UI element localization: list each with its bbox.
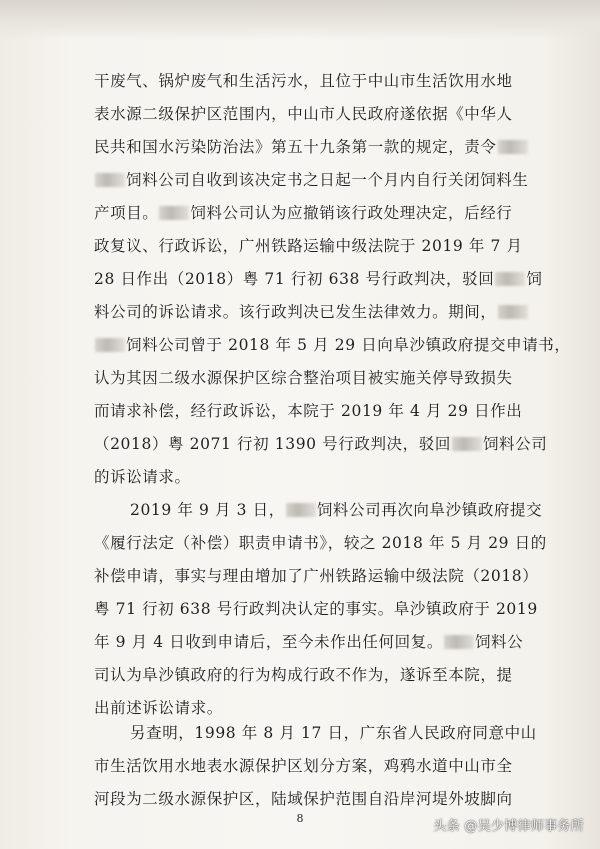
text-line xyxy=(94,467,191,487)
text-line xyxy=(94,401,522,421)
text-line xyxy=(94,533,547,553)
text-line xyxy=(94,434,547,454)
redacted-name-blur xyxy=(452,437,482,451)
redacted-name-blur xyxy=(495,272,525,286)
text-segment: 干废气、锅炉废气和生活污水，且位于中山市生活饮用水地 xyxy=(94,72,513,90)
text-line xyxy=(94,698,223,718)
text-segment: 产项目。 xyxy=(94,204,159,222)
text-line xyxy=(94,566,538,586)
text-segment: 表水源二级保护区范围内，中山市人民政府遂依据《中华人 xyxy=(94,105,513,123)
text-line xyxy=(94,137,529,157)
text-line xyxy=(94,632,523,652)
page-number: 8 xyxy=(296,812,304,825)
text-line xyxy=(94,104,513,124)
text-line xyxy=(130,723,537,743)
text-segment: 饲料公司 xyxy=(482,435,548,453)
text-segment: 饲料公司曾于 2018 年 5 月 29 日向阜沙镇政府提交申请书， xyxy=(126,336,571,354)
text-segment: 2019 年 9 月 3 日， xyxy=(130,501,285,519)
text-line xyxy=(94,665,513,685)
text-line xyxy=(94,203,512,223)
text-segment: 粤 71 行初 638 号行政判决认定的事实。阜沙镇政府于 2019 xyxy=(94,600,538,618)
text-line xyxy=(94,335,571,355)
text-segment: 饲料公 xyxy=(474,633,524,651)
redacted-name-blur xyxy=(95,173,125,187)
text-segment: 司认为阜沙镇政府的行为构成行政不作为，遂诉至本院，提 xyxy=(94,666,513,684)
text-line xyxy=(94,368,513,388)
redacted-name-blur xyxy=(498,305,528,319)
text-line xyxy=(94,302,529,322)
text-segment: 出前述诉讼请求。 xyxy=(94,699,223,717)
redacted-name-blur xyxy=(159,206,189,220)
text-segment: 市生活饮用水地表水源保护区划分方案，鸡鸦水道中山市全 xyxy=(94,757,513,775)
text-segment: （2018）粤 2071 行初 1390 号行政判决，驳回 xyxy=(94,435,451,453)
redacted-name-blur xyxy=(444,635,474,649)
text-segment: 河段为二级水源保护区，陆域保护范围自沿岸河堤外坡脚向 xyxy=(94,790,513,808)
text-line xyxy=(130,500,542,520)
text-line xyxy=(94,756,513,776)
text-segment: 认为其因二级水源保护区综合整治项目被实施关停导致损失 xyxy=(94,369,513,387)
text-segment: 《履行法定（补偿）职责申请书》，较之 2018 年 5 月 29 日的 xyxy=(94,534,547,552)
text-segment: 饲料公司再次向阜沙镇政府提交 xyxy=(316,501,543,519)
redacted-name-blur xyxy=(95,338,125,352)
text-segment: 28 日作出（2018）粤 71 行初 638 号行政判决，驳回 xyxy=(94,270,495,288)
watermark: 头条 @吴少博律师事务所 xyxy=(433,819,584,834)
text-segment: 的诉讼请求。 xyxy=(94,468,191,486)
text-line xyxy=(94,236,523,256)
text-segment: 饲料公司自收到该决定书之日起一个月内自行关闭饲料生 xyxy=(126,171,529,189)
text-segment: 补偿申请，事实与理由增加了广州铁路运输中级法院（2018） xyxy=(94,567,539,585)
text-segment: 饲料公司认为应撤销该行政处理决定，后经行 xyxy=(190,204,513,222)
text-line xyxy=(94,71,513,91)
text-line xyxy=(94,789,513,809)
text-segment: 饲 xyxy=(526,270,543,288)
text-line xyxy=(94,269,542,289)
redacted-name-blur xyxy=(498,140,528,154)
text-segment: 另查明，1998 年 8 月 17 日，广东省人民政府同意中山 xyxy=(130,724,537,742)
text-line xyxy=(94,170,529,190)
redacted-name-blur xyxy=(286,503,316,517)
text-line xyxy=(94,599,538,619)
text-segment: 而请求补偿，经行政诉讼，本院于 2019 年 4 月 29 日作出 xyxy=(94,402,523,420)
text-segment: 民共和国水污染防治法》第五十九条第一款的规定，责令 xyxy=(94,138,497,156)
text-segment: 政复议、行政诉讼，广州铁路运输中级法院于 2019 年 7 月 xyxy=(94,237,523,255)
text-segment: 料公司的诉讼请求。该行政判决已发生法律效力。期间， xyxy=(94,303,497,321)
text-segment: 年 9 月 4 日收到申请后，至今未作出任何回复。 xyxy=(94,633,443,651)
